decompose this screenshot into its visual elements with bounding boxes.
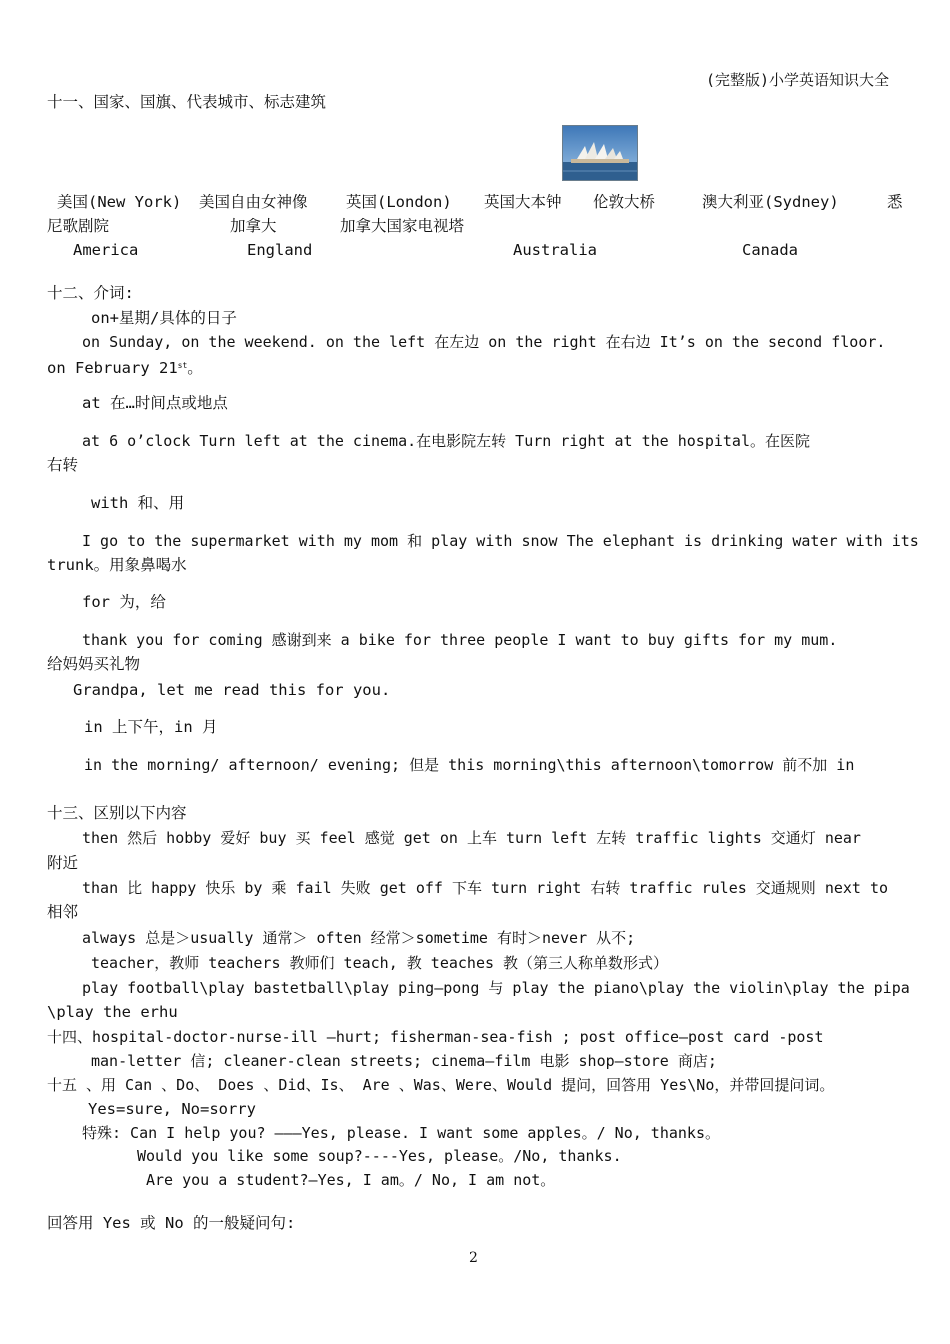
section-11-heading: 十一、国家、国旗、代表城市、标志建筑 <box>47 93 327 111</box>
prep-with-line1: I go to the supermarket with my mom 和 play with snow The elephant is drinking water with its <box>82 532 919 550</box>
prep-in-line1: in the morning/ afternoon/ evening; 但是 this morning\this afternoon\tomorrow 前不加 in <box>84 756 855 774</box>
s13-line5: always 总是＞usually 通常＞ often 经常＞sometime 有时＞never 从不; <box>82 929 636 947</box>
prep-in-title: in 上下午，in 月 <box>84 718 218 736</box>
prep-on-date: on February 21 <box>47 359 178 377</box>
label-canada: 加拿大 <box>230 217 277 235</box>
s14-line2: man-letter 信; cleaner-clean streets; cinema—film 电影 shop—store 商店; <box>91 1052 717 1070</box>
label-uk-london: 英国(London) <box>346 193 452 211</box>
prep-for-title: for 为，给 <box>82 593 166 611</box>
label-big-ben: 英国大本钟 <box>484 193 562 211</box>
label-canada-en: Canada <box>742 241 798 259</box>
prep-for-line1: thank you for coming 感谢到来 a bike for three people I want to buy gifts for my mum. <box>82 631 838 649</box>
s13-line8: \play the erhu <box>47 1003 178 1021</box>
s14-line1: 十四、hospital-doctor-nurse-ill —hurt; fisherman-sea-fish ; post office—post card -post <box>47 1028 824 1046</box>
s15-line6: 回答用 Yes 或 No 的一般疑问句: <box>47 1214 296 1232</box>
section-12-heading: 十二、介词: <box>47 284 134 302</box>
label-america: America <box>73 241 139 259</box>
page-number: 2 <box>469 1250 478 1266</box>
s15-line3: 特殊: Can I help you? ———Yes, please. I want some apples。/ No, thanks。 <box>82 1124 720 1142</box>
label-australia-sydney: 澳大利亚(Sydney) <box>702 193 839 211</box>
label-england: England <box>247 241 313 259</box>
s13-line1: then 然后 hobby 爱好 buy 买 feel 感觉 get on 上车 turn left 左转 traffic lights 交通灯 near <box>82 829 861 847</box>
label-australia: Australia <box>513 241 597 259</box>
sydney-opera-house-icon <box>563 126 637 180</box>
s13-line2: 附近 <box>47 854 79 872</box>
label-sydney-opera-part1: 悉 <box>887 193 903 211</box>
prep-on-line1: on Sunday, on the weekend. on the left 在左边 on the right 在右边 It’s on the second floor. <box>82 333 886 351</box>
prep-at-title: at 在…时间点或地点 <box>82 394 228 412</box>
prep-for-line3: Grandpa, let me read this for you. <box>73 681 391 699</box>
section-13-heading: 十三、区别以下内容 <box>47 804 187 822</box>
s13-line3: than 比 happy 快乐 by 乘 fail 失败 get off 下车 turn right 右转 traffic rules 交通规则 next to <box>82 879 889 897</box>
ordinal-suffix: st <box>177 361 188 370</box>
prep-on-line2 <box>47 356 203 378</box>
sydney-opera-house-photo <box>562 125 638 181</box>
label-london-bridge: 伦敦大桥 <box>593 193 656 211</box>
prep-with-title: with 和、用 <box>91 494 185 512</box>
prep-for-line2: 给妈妈买礼物 <box>47 655 141 673</box>
s13-line7: play football\play bastetball\play ping—pong 与 play the piano\play the violin\play the pipa <box>82 979 910 997</box>
label-statue-of-liberty: 美国自由女神像 <box>199 193 308 211</box>
label-usa-newyork: 美国(New York) <box>57 193 182 211</box>
prep-at-line2: 右转 <box>47 456 79 474</box>
s15-line1: 十五 、用 Can 、Do、 Does 、Did、Is、 Are 、Was、Were、Would 提问，回答用 Yes\No，并带回提问词。 <box>47 1076 835 1094</box>
s13-line4: 相邻 <box>47 903 79 921</box>
prep-with-line2: trunk。用象鼻喝水 <box>47 556 187 574</box>
s15-line5: Are you a student?—Yes, I am。/ No, I am not。 <box>146 1171 556 1189</box>
label-sydney-opera-part2: 尼歌剧院 <box>47 217 110 235</box>
prep-on-date-end: 。 <box>187 359 203 377</box>
s13-line6: teacher，教师 teachers 教师们 teach, 教 teaches 教（第三人称单数形式） <box>91 954 669 972</box>
s15-line4: Would you like some soup?----Yes, please。/No, thanks. <box>137 1147 622 1165</box>
prep-on-title: on+星期/具体的日子 <box>91 309 237 327</box>
s15-line2: Yes=sure, No=sorry <box>88 1100 256 1118</box>
document-header-title: (完整版)小学英语知识大全 <box>706 71 890 89</box>
label-cn-tower: 加拿大国家电视塔 <box>340 217 465 235</box>
prep-at-line1: at 6 o’clock Turn left at the cinema.在电影院左转 Turn right at the hospital。在医院 <box>82 432 810 450</box>
